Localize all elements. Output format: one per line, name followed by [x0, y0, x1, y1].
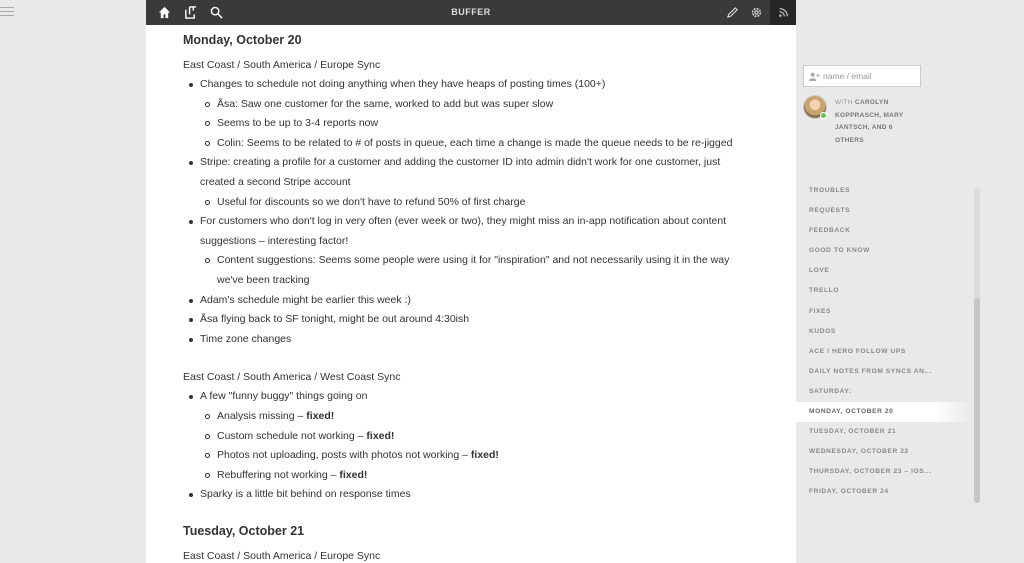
online-status-dot: [820, 112, 827, 119]
sub-list-item-text: Colin: Seems to be related to # of posts in queue, each time a change is made the queue needs to be re-jigged: [217, 136, 733, 149]
sub-list-item: [204, 114, 747, 134]
outline-item[interactable]: FIXES: [809, 307, 832, 315]
list-item-text: Time zone changes: [200, 332, 292, 345]
home-icon[interactable]: [156, 5, 172, 21]
hamburger-menu-icon[interactable]: [0, 4, 14, 18]
rss-icon: [778, 7, 789, 18]
list-item: [187, 387, 747, 485]
outline-item[interactable]: THURSDAY, OCTOBER 23 – IOS...: [809, 468, 932, 476]
status-fixed: fixed!: [470, 449, 499, 462]
edit-icon[interactable]: [724, 5, 740, 21]
collaborators-prefix: WITH: [835, 99, 855, 106]
list-item-text: Changes to schedule not doing anything when they have heaps of posting times (100+): [200, 78, 606, 90]
day-heading: Monday, October 20: [183, 33, 302, 47]
sub-list-item-text: Rebuffering not working –: [217, 468, 340, 481]
collaborators-names[interactable]: CAROLYN KOPPRASCH, MARY JANTSCH, AND 6 OTHERS: [835, 99, 904, 144]
share-icon[interactable]: [182, 5, 198, 21]
list-item-text: Sparky is a little bit behind on response times: [200, 488, 411, 501]
outline-item[interactable]: SATURDAY:: [809, 387, 852, 395]
outline-item[interactable]: KUDOS: [809, 327, 836, 335]
outline-item[interactable]: DAILY NOTES FROM SYNCS AN...: [809, 367, 932, 375]
rss-button[interactable]: [770, 0, 796, 25]
list-item-text: Adam's schedule might be earlier this week :): [200, 293, 411, 306]
document-outline: [796, 181, 971, 503]
section-title: East Coast / South America / West Coast Sync: [183, 371, 401, 384]
list-item: [187, 291, 747, 311]
list-item: [187, 485, 747, 505]
sub-list-item-text: Content suggestions: Seems some people were using it for "inspiration" and not necessarily using it in the way we've been tracking: [217, 254, 730, 286]
top-toolbar: [146, 0, 796, 25]
list-item: [187, 153, 747, 212]
outline-item[interactable]: TRELLO: [809, 287, 839, 295]
outline-item[interactable]: LOVE: [809, 267, 830, 275]
sub-list-item-text: Åsa: Saw one customer for the same, worked to add but was super slow: [217, 97, 554, 110]
sub-list-item: [204, 427, 747, 447]
sub-bullet-list: [200, 193, 747, 213]
outline-item[interactable]: TUESDAY, OCTOBER 21: [809, 428, 897, 436]
share-box[interactable]: [803, 65, 921, 87]
status-fixed: fixed!: [306, 409, 335, 422]
list-item: [187, 75, 747, 153]
sub-list-item: [204, 193, 747, 213]
search-icon[interactable]: [208, 5, 224, 21]
avatar[interactable]: [803, 95, 827, 119]
add-person-icon: [809, 72, 820, 81]
outline-item[interactable]: MONDAY, OCTOBER 20: [796, 402, 971, 422]
list-item: [187, 310, 747, 330]
sub-list-item-text: Analysis missing –: [217, 409, 307, 422]
status-fixed: fixed!: [366, 429, 395, 442]
sub-list-item-text: Custom schedule not working –: [217, 429, 367, 442]
right-sidebar: [796, 0, 1024, 563]
section-title: East Coast / South America / Europe Sync: [183, 549, 381, 562]
sub-bullet-list: [200, 251, 747, 290]
section-title: East Coast / South America / Europe Sync: [183, 59, 381, 71]
day-heading: Tuesday, October 21: [183, 523, 305, 538]
gear-icon[interactable]: [748, 5, 764, 21]
outline-scroll-thumb[interactable]: [974, 298, 980, 503]
sub-list-item-text: Photos not uploading, posts with photos not working –: [217, 449, 471, 462]
outline-item[interactable]: GOOD TO KNOW: [809, 247, 870, 255]
share-input[interactable]: [823, 71, 913, 81]
document-body[interactable]: [146, 25, 796, 563]
collaborators-text: [835, 97, 920, 147]
sub-list-item: [204, 407, 747, 427]
list-item-text: Stripe: creating a profile for a customer and adding the customer ID into admin didn't work for one customer, just created a second Stripe account: [200, 156, 721, 188]
list-item-text: A few "funny buggy" things going on: [200, 390, 368, 403]
sub-bullet-list: [200, 95, 747, 154]
outline-scrollbar[interactable]: [974, 188, 980, 503]
outline-item[interactable]: ACE / HERO FOLLOW UPS: [809, 347, 906, 355]
outline-item[interactable]: REQUESTS: [809, 207, 851, 215]
collaborators: [803, 95, 920, 147]
list-item: [187, 212, 747, 290]
list-item-text: For customers who don't log in very often (ever week or two), they might miss an in-app notification about content suggestions – interesting factor!: [200, 215, 727, 247]
list-item: [187, 330, 747, 350]
sub-list-item: [204, 251, 747, 290]
outline-item[interactable]: TROUBLES: [809, 187, 851, 194]
sub-list-item: [204, 446, 747, 466]
outline-item[interactable]: FEEDBACK: [809, 227, 851, 235]
sub-list-item-text: Seems to be up to 3-4 reports now: [217, 117, 379, 130]
list-item-text: Åsa flying back to SF tonight, might be out around 4:30ish: [200, 313, 470, 326]
sub-bullet-list: [200, 407, 747, 485]
sub-list-item: [204, 95, 747, 115]
bullet-list: [183, 75, 796, 349]
sub-list-item-text: Useful for discounts so we don't have to refund 50% of first charge: [217, 195, 526, 208]
doc-title: BUFFER: [451, 7, 491, 17]
outline-item[interactable]: WEDNESDAY, OCTOBER 22: [809, 448, 909, 456]
status-fixed: fixed!: [339, 468, 368, 481]
sub-list-item: [204, 466, 747, 486]
bullet-list: [183, 387, 796, 505]
outline-item[interactable]: FRIDAY, OCTOBER 24: [809, 488, 889, 496]
sub-list-item: [204, 134, 747, 154]
